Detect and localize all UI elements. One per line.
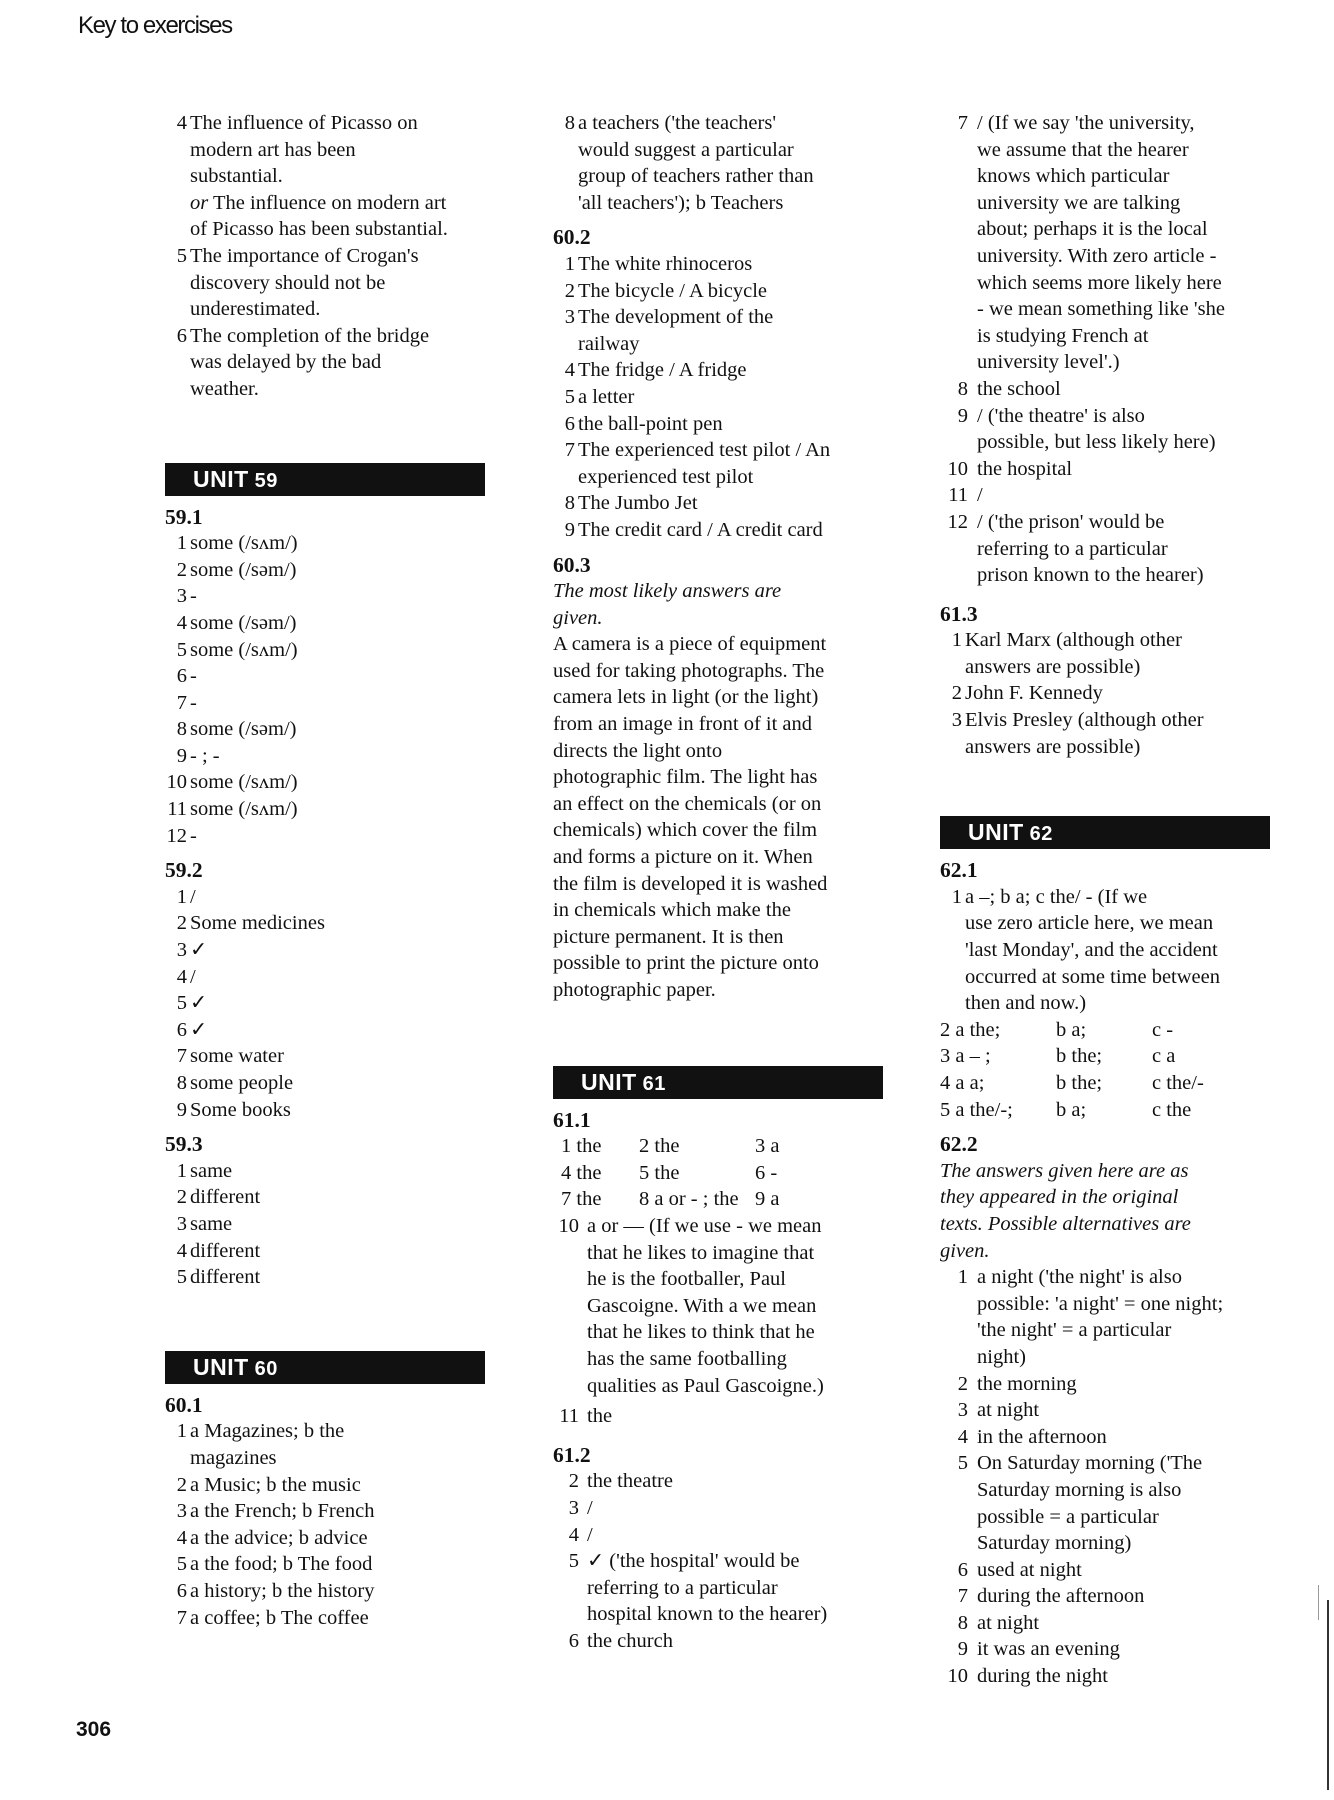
unit-62-banner: UNIT 62 <box>940 816 1270 849</box>
column-2 <box>553 110 883 1654</box>
answer-item: 4 The influence of Picasso on modern art has been substantial. <box>176 112 418 188</box>
column-1 <box>165 110 485 1631</box>
running-header: Key to exercises <box>78 12 232 39</box>
unit-61-banner: UNIT 61 <box>553 1066 883 1099</box>
page-number: 306 <box>76 1718 112 1741</box>
answer-item: 8 a teachers ('the teachers' would suggest a particular group of teachers rather than 'all teachers'); b Teachers <box>564 112 814 214</box>
answer-item: 5 The importance of Crogan's discovery should not be underestimated. <box>176 244 419 321</box>
answer-item: or The influence on modern art of Picasso has been substantial. <box>190 191 448 241</box>
section-title: 60.3 <box>553 552 591 577</box>
section-title: 62.2 <box>940 1132 978 1157</box>
section-title: 61.3 <box>940 601 978 626</box>
section-title: 61.1 <box>553 1107 591 1132</box>
section-title: 62.1 <box>940 858 978 883</box>
exercise-62-1: 1 a –; b a; c the/ - (If we use zero article here, we mean 'last Monday', and the accident occurred at some time between then and now.) 2 a the; b a; c - 3 a – ; b the; c a 4 a a; b the; c the/- 5 a the/-; b a; c the <box>940 885 1220 1121</box>
exercise-60-1: 1 a Magazines; b the magazines 2 a Music; b the music 3 a the French; b French 4 a the advice; b advice 5 a the food; b The food 6 a history; b the history 7 a coffee; b The coffee <box>176 1420 375 1629</box>
unit58-items <box>165 110 485 403</box>
section-title: 59.2 <box>165 858 203 883</box>
section-title: 61.2 <box>553 1442 591 1467</box>
exercise-59-1: 1 some (/sʌm/) 2 some (/səm/) 3 - 4 some (/səm/) 5 some (/sʌm/) 6 - 7 - 8 some (/səm/) 9 - ; - 10 some (/sʌm/) 11 some (/sʌm/) 12 - <box>166 532 298 847</box>
section-title: 59.1 <box>165 504 203 529</box>
exercise-61-3: 1 Karl Marx (although other answers are possible) 2 John F. Kennedy 3 Elvis Presley (although other answers are possible) <box>951 629 1204 758</box>
exercise-60-3: The most likely answers are given. A camera is a piece of equipment used for taking photographs. The camera lets in light (or the light) from an image in front of it and directs the light onto photographic film. The light has an effect on the chemicals (or on chemicals) which cover the film and forms a picture on it. When the film is developed it is washed in chemicals which make the picture permanent. It is then possible to print the picture onto photographic paper. <box>553 580 828 1001</box>
column-3 <box>940 110 1270 1690</box>
exercise-62-2: The answers given here are as they appeared in the original texts. Possible alternatives are given. 1 a night ('the night' is also possible: 'a night' = one night; 'the night' = a particular night) 2 the morning 3 at night 4 in the afternoon 5 On Saturday morning ('The Saturday morning is also possible = a particular Saturday morning) 6 used at night 7 during the afternoon 8 at night 9 it was an evening 10 during the night <box>940 1159 1224 1688</box>
section-title: 60.2 <box>553 225 591 250</box>
unit-59-banner: UNIT 59 <box>165 463 485 496</box>
unit-60-banner: UNIT 60 <box>165 1351 485 1384</box>
scan-edge <box>1327 1600 1329 1790</box>
section-title: 59.3 <box>165 1132 203 1157</box>
section-title: 60.1 <box>165 1392 203 1417</box>
exercise-59-3: 1 same 2 different 3 same 4 different 5 different <box>176 1159 261 1289</box>
scan-edge <box>1318 1585 1319 1620</box>
exercise-60-2: 1 The white rhinoceros 2 The bicycle / A bicycle 3 The development of the railway 4 The fridge / A fridge 5 a letter 6 the ball-point pen 7 The experienced test pilot / An experienced test pilot 8 The Jumbo Jet 9 The credit card / A credit card <box>564 252 831 541</box>
unit61-continued: 7 / (If we say 'the university, we assume that the hearer knows which particular university we are talking about; perhaps it is the local university. With zero article - which seems more likely here - we mean something like 'she is studying French at university level'.) 8 the school 9 / ('the theatre' is also possible, but less likely here) 10 the hospital 11 / 12 / ('the prison' would be referring to a particular prison known to the hearer) <box>947 112 1225 587</box>
exercise-61-1: 1 the 2 the 3 a 4 the 5 the 6 - 7 the 8 a or - ; the 9 a 10 a or — (If we use - we mean that he likes to imagine that he is the footballer, Paul Gascoigne. With a we mean that he likes to think that he has the same footballing qualities as Paul Gascoigne.) 11 the <box>558 1135 824 1428</box>
answer-item: 6 The completion of the bridge was delayed by the bad weather. <box>176 324 430 400</box>
exercise-59-2: 1 / 2 Some medicines 3 ✓ 4 / 5 ✓ 6 ✓ 7 some water 8 some people 9 Some books <box>176 885 325 1121</box>
exercise-61-2: 2 the theatre 3 / 4 / 5 ✓ ('the hospital' would be referring to a particular hospital known to the hearer) 6 the church <box>568 1470 828 1652</box>
